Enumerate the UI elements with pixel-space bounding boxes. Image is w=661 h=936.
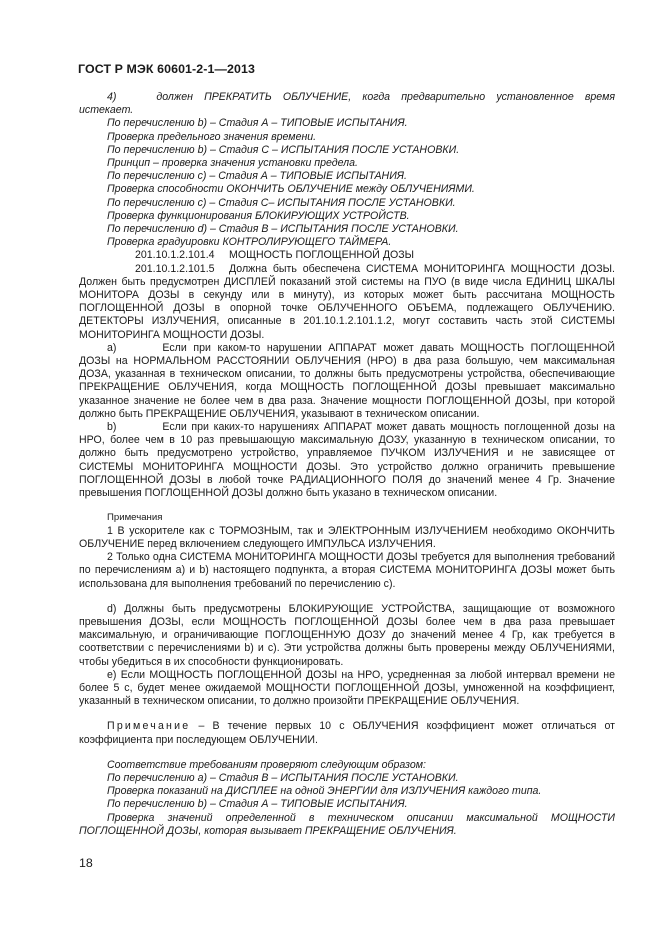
notes-heading: Примечания: [107, 512, 163, 524]
check-line: По перечислению с) – Стадия А – ТИПОВЫЕ ИСПЫТАНИЯ.: [107, 170, 407, 183]
check-line: Проверка градуировки КОНТРОЛИРУЮЩЕГО ТАЙМЕРА.: [107, 236, 392, 249]
list-item-b: [79, 421, 615, 500]
compliance-line: По перечислению а) – Стадия В – ИСПЫТАНИЯ ПОСЛЕ УСТАНОВКИ.: [107, 771, 459, 784]
section-code: 201.10.1.2.101.4: [135, 249, 215, 262]
section-heading: [79, 249, 615, 262]
compliance-line: Соответствие требованиям проверяют следующим образом:: [107, 758, 426, 771]
note-paragraph: [79, 720, 615, 746]
list-label: b): [107, 421, 117, 434]
list-label: a): [107, 341, 117, 354]
list-text: Если при каких-то нарушениях АППАРАТ может давать мощность поглощенной дозы на НРО, более чем в 10 раз превышающую максимальную ДОЗУ, указанную в техническом описании, то должно быть предусмотрено устройство, управляемое ПУЧКОМ ИЗЛУЧЕНИЯ и не зависящее от СИСТЕМЫ МОНИТОРИНГА МОЩНОСТИ ДОЗЫ. Это устройство должно ограничить превышение ПОГЛОЩЕННОЙ ДОЗЫ в любой точке РАДИАЦИОННОГО ПОЛЯ до значений менее 4 Гр. Значение превышения ПОГЛОЩЕННОЙ ДОЗЫ должно быть указано в техническом описании.: [79, 421, 615, 500]
list-item-e: e) Если МОЩНОСТЬ ПОГЛОЩЕННОЙ ДОЗЫ на НРО, усредненная за любой интервал времени не более 5 с, будет менее ожидаемой МОЩНОСТИ ПОГЛОЩЕННОЙ ДОЗЫ, умноженной на коэффициент, указанный в техническом описании, то должно произойти ПРЕКРАЩЕНИЕ ОБЛУЧЕНИЯ.: [79, 668, 615, 708]
check-line: По перечислению d) – Стадия В – ИСПЫТАНИЯ ПОСЛЕ УСТАНОВКИ.: [107, 223, 459, 236]
note-text: – В течение первых 10 с ОБЛУЧЕНИЯ коэффициент может отличаться от коэффициента при последующем ОБЛУЧЕНИИ.: [79, 720, 615, 746]
compliance-line: Проверка показаний на ДИСПЛЕЕ на одной ЭНЕРГИИ для ИЗЛУЧЕНИЯ каждого типа.: [107, 785, 542, 798]
list-item-d: d) Должны быть предусмотрены БЛОКИРУЮЩИЕ УСТРОЙСТВА, защищающие от возможного превышения ДОЗЫ, если МОЩНОСТЬ ПОГЛОЩЕННОЙ ДОЗЫ более чем в два раза превышает максимальную, и ограничивающие ПОГЛОЩЕННУЮ ДОЗУ до значений менее 4 Гр, как требуется в соответствии с перечислениями b) и с). Эти устройства должны быть проверены между ОБЛУЧЕНИЯМИ, чтобы убедиться в их способности функционировать.: [79, 602, 615, 668]
list-item-a: [79, 342, 615, 421]
note-item: 2 Только одна СИСТЕМА МОНИТОРИНГА МОЩНОСТИ ДОЗЫ требуется для выполнения требований по перечислениям а) и b) настоящего подпункта, а вторая СИСТЕМА МОНИТОРИНГА ДОЗЫ может быть использована для выполнения требований по перечислению с).: [79, 551, 615, 590]
list-text: Если при каком-то нарушении АППАРАТ может давать МОЩНОСТЬ ПОГЛОЩЕННОЙ ДОЗЫ на НОРМАЛЬНОМ РАССТОЯНИИ ОБЛУЧЕНИЯ (НРО) в два раза большую, чем максимальная ДОЗА, указанная в техническом описании, то должны быть предусмотрены устройства, обеспечивающие ПРЕКРАЩЕНИЕ ОБЛУЧЕНИЯ, когда МОЩНОСТЬ ПОГЛОЩЕННОЙ ДОЗЫ превышает максимально указанное значение не более чем в два раза. Значение мощности ПОГЛОЩЕННОЙ ДОЗЫ, при которой должно быть ПРЕКРАЩЕНИЕ ОБЛУЧЕНИЯ, указывают в техническом описании.: [79, 341, 615, 420]
check-line: По перечислению b) – Стадия А – ТИПОВЫЕ ИСПЫТАНИЯ.: [107, 117, 408, 130]
document-body: [79, 91, 615, 838]
section-text: Должна быть обеспечена СИСТЕМА МОНИТОРИНГА МОЩНОСТИ ДОЗЫ. Должен быть предусмотрен ДИСПЛЕЙ показаний этой системы на ПУО (в виде числа ЕДИНИЦ ШКАЛЫ МОНИТОРА ДОЗЫ в секунду или в минуту), из которых может быть рассчитана МОЩНОСТЬ ПОГЛОЩЕННОЙ ДОЗЫ в опорной точке ОБЛУЧЕННОГО ОБЪЕМА, подлежащего ОБЛУЧЕНИЮ. ДЕТЕКТОРЫ ИЗЛУЧЕНИЯ, описанные в 201.10.1.2.101.1.2, могут составить часть этой СИСТЕМЫ МОНИТОРИНГА МОЩНОСТИ ДОЗЫ.: [79, 262, 615, 341]
note-label: Примечание: [107, 720, 191, 733]
compliance-line: По перечислению b) – Стадия А – ТИПОВЫЕ ИСПЫТАНИЯ.: [107, 798, 408, 811]
section-paragraph: [79, 263, 615, 342]
page-number: 18: [79, 856, 93, 870]
document-header: ГОСТ Р МЭК 60601-2-1—2013: [78, 62, 255, 76]
section-title: МОЩНОСТЬ ПОГЛОЩЕННОЙ ДОЗЫ: [229, 249, 415, 262]
check-line: Принцип – проверка значения установки предела.: [107, 157, 358, 170]
item-4: [79, 91, 615, 117]
section-code: 201.10.1.2.101.5: [135, 262, 215, 275]
check-line: По перечислению b) – Стадия С – ИСПЫТАНИЯ ПОСЛЕ УСТАНОВКИ.: [107, 143, 460, 156]
check-line: Проверка предельного значения времени.: [107, 130, 317, 143]
note-item: 1 В ускорителе как с ТОРМОЗНЫМ, так и ЭЛЕКТРОННЫМ ИЗЛУЧЕНИЕМ необходимо ОКОНЧИТЬ ОБЛУЧЕНИЕ перед включением следующего ИМПУЛЬСА ИЗЛУЧЕНИЯ.: [79, 524, 615, 550]
check-line: Проверка функционирования БЛОКИРУЮЩИХ УСТРОЙСТВ.: [107, 209, 410, 222]
item-4-number: 4): [107, 91, 117, 103]
item-4-text: должен ПРЕКРАТИТЬ ОБЛУЧЕНИЕ, когда предварительно установленное время истекает.: [79, 91, 615, 117]
check-line: Проверка способности ОКОНЧИТЬ ОБЛУЧЕНИЕ между ОБЛУЧЕНИЯМИ.: [107, 183, 475, 196]
check-line: По перечислению с) – Стадия С– ИСПЫТАНИЯ ПОСЛЕ УСТАНОВКИ.: [107, 196, 456, 209]
compliance-line: Проверка значений определенной в техническом описании максимальной МОЩНОСТИ ПОГЛОЩЕННОЙ ДОЗЫ, которая вызывает ПРЕКРАЩЕНИЕ ОБЛУЧЕНИЯ.: [79, 811, 615, 837]
